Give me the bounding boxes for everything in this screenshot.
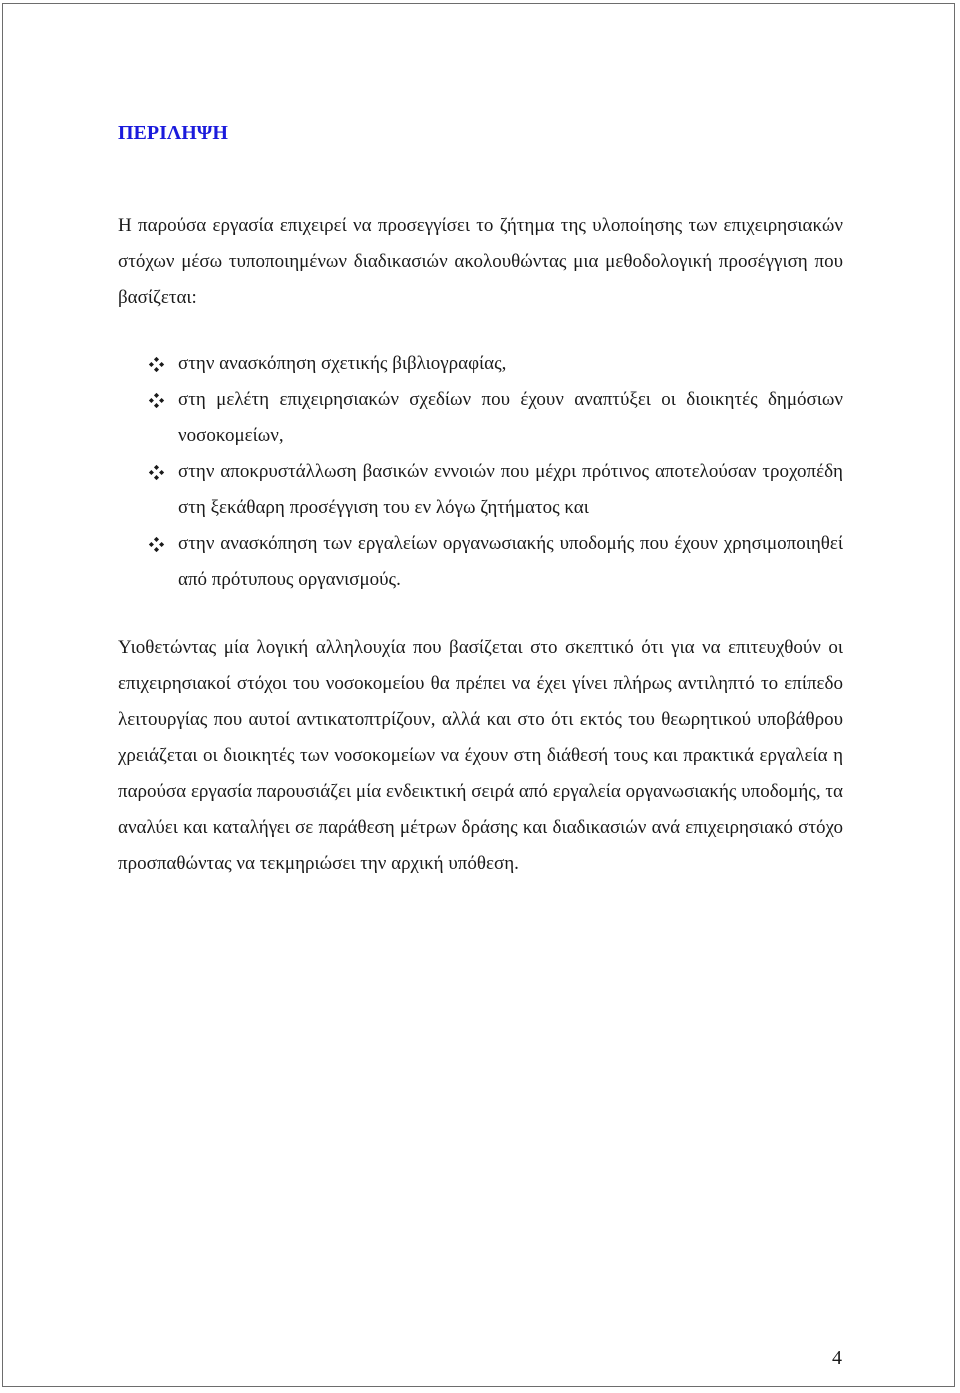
diamond-dots-icon bbox=[148, 464, 165, 481]
list-item bbox=[118, 454, 843, 526]
bullet-text: στην αποκρυστάλλωση βασικών εννοιών που μέχρι πρότινος αποτελούσαν τροχοπέδη στη ξεκάθαρη προσέγγιση του εν λόγω ζητήματος και bbox=[178, 461, 843, 518]
diamond-dots-icon bbox=[148, 536, 165, 553]
bullet-text: στην ανασκόπηση σχετικής βιβλιογραφίας, bbox=[178, 353, 507, 374]
diamond-dots-icon bbox=[148, 356, 165, 373]
page-number: 4 bbox=[832, 1347, 842, 1369]
diamond-dots-icon bbox=[148, 392, 165, 409]
intro-paragraph: Η παρούσα εργασία επιχειρεί να προσεγγίσει το ζήτημα της υλοποίησης των επιχειρησιακών στόχων μέσω τυποποιημένων διαδικασιών ακολουθώντας μια μεθοδολογική προσέγγιση που βασίζεται: bbox=[118, 215, 843, 308]
bullet-list bbox=[118, 346, 843, 598]
page-title: ΠΕΡΙΛΗΨΗ bbox=[118, 122, 228, 144]
bullet-text: στη μελέτη επιχειρησιακών σχεδίων που έχουν αναπτύξει οι διοικητές δημόσιων νοσοκομείων, bbox=[178, 389, 843, 446]
page-content bbox=[118, 118, 843, 882]
list-item bbox=[118, 382, 843, 454]
list-item bbox=[118, 346, 843, 382]
body-paragraph: Υιοθετώντας μία λογική αλληλουχία που βασίζεται στο σκεπτικό ότι για να επιτευχθούν οι επιχειρησιακοί στόχοι του νοσοκομείου θα πρέπει να έχει γίνει πλήρως αντιληπτό το επίπεδο λειτουργίας που αυτοί αντικατοπτρίζουν, αλλά και στο ότι εκτός του θεωρητικού υποβάθρου χρειάζεται οι διοικητές των νοσοκομείων να έχουν στη διάθεσή τους και πρακτικά εργαλεία η παρούσα εργασία παρουσιάζει μία ενδεικτική σειρά από εργαλεία οργανωσιακής υποδομής, τα αναλύει και καταλήγει σε παράθεση μέτρων δράσης και διαδικασιών ανά επιχειρησιακό στόχο προσπαθώντας να τεκμηριώσει την αρχική υπόθεση. bbox=[118, 637, 843, 874]
list-item bbox=[118, 526, 843, 598]
bullet-text: στην ανασκόπηση των εργαλείων οργανωσιακής υποδομής που έχουν χρησιμοποιηθεί από πρότυπους οργανισμούς. bbox=[178, 533, 843, 590]
